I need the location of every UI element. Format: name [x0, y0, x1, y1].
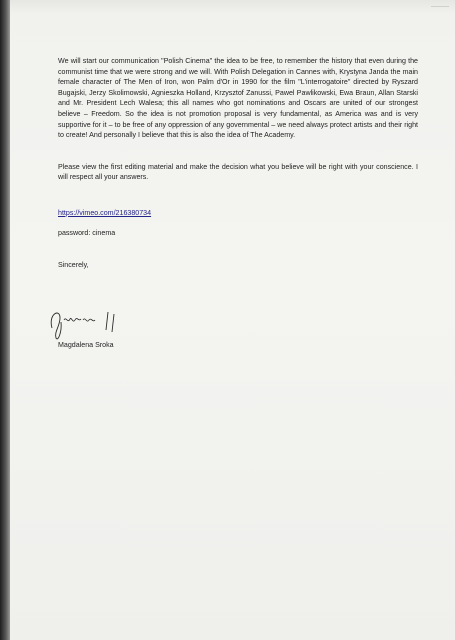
password-line: password: cinema — [58, 228, 116, 237]
vimeo-link[interactable]: https://vimeo.com/216380734 — [58, 208, 152, 217]
letter-paragraph-1: We will start our communication "Polish Cinema" the idea to be free, to remember the history that even during the communist time that we were strong and we will. With Polish Delegation in Cannes with, Krystyna Janda the main female character of The Men of Iron, won Palm d'Or in 1990 for the film "L'interrogatoire" directed by Ryszard Bugajski, Jerzy Skolimowski, Agnieszka Holland, Krzysztof Zanussi, Pawel Pawlikowski, Ewa Braun, Allan Starski and Mr. President Lech Walesa; this all names who got nominations and Oscars are united of our strongest believe – Freedom. So the idea is not promotion proposal is very fundamental, as America was and is very supportive for it – to be free of any oppression of any governmental – we need always protect artists and their right to create! And personally I believe that this is also the idea of The Academy. — [58, 57, 418, 140]
signer-name: Magdalena Sroka — [58, 341, 114, 349]
letter-paragraph-2: Please view the first editing material and make the decision what you believe will be right with your conscience. I will respect all your answers. — [58, 162, 418, 182]
signature-scribble — [46, 302, 136, 342]
handwritten-signature — [46, 302, 136, 342]
letter-body — [58, 56, 418, 271]
paper-fold-shadow — [10, 0, 455, 14]
paper-edge-mark — [431, 6, 449, 15]
closing-line: Sincerely, — [58, 261, 89, 270]
